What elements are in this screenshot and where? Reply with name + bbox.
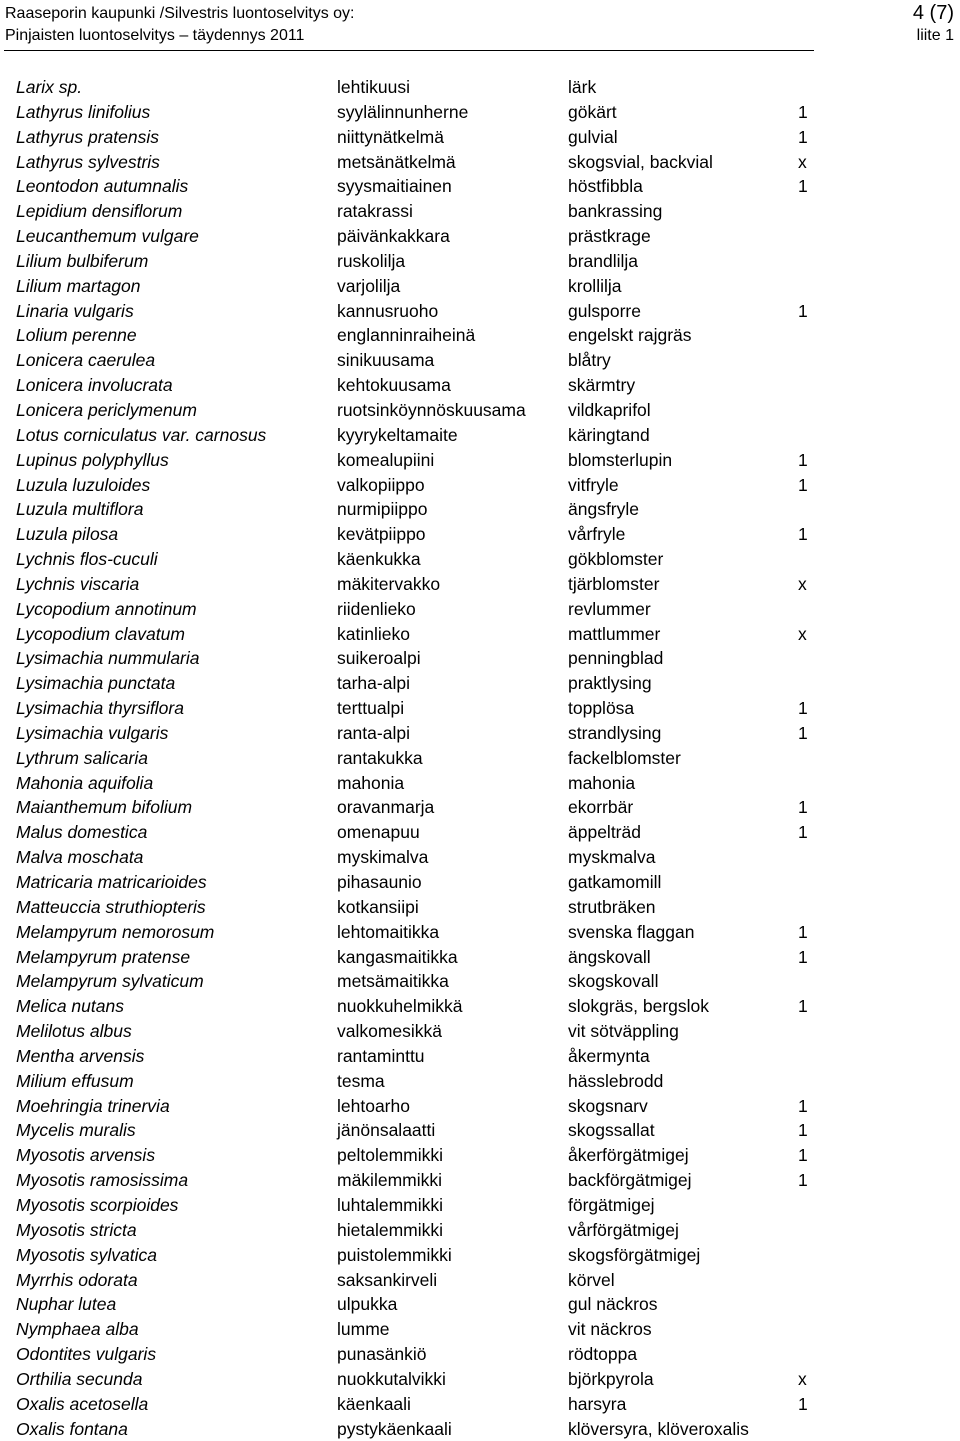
- latin-name-cell: Lysimachia vulgaris: [16, 722, 169, 743]
- finnish-name-cell: nurmipiippo: [337, 499, 428, 520]
- latin-name-cell: Oxalis fontana: [16, 1418, 128, 1439]
- latin-name-cell: Melica nutans: [16, 996, 124, 1017]
- occurrence-mark-cell: 1: [798, 698, 808, 719]
- finnish-name-cell: kevätpiippo: [337, 524, 426, 545]
- latin-name-cell: Myosotis scorpioides: [16, 1194, 179, 1215]
- finnish-name-cell: ratakrassi: [337, 201, 413, 222]
- finnish-name-cell: sinikuusama: [337, 350, 435, 371]
- swedish-name-cell: vitfryle: [568, 474, 619, 495]
- latin-name-cell: Lysimachia punctata: [16, 673, 176, 694]
- swedish-name-cell: klöversyra, klöveroxalis: [568, 1418, 749, 1439]
- finnish-name-cell: syylälinnunherne: [337, 101, 469, 122]
- latin-name-cell: Lathyrus pratensis: [16, 126, 159, 147]
- table-row: [14, 448, 814, 473]
- finnish-name-cell: rantaminttu: [337, 1045, 425, 1066]
- table-row: [14, 1292, 814, 1317]
- occurrence-mark-cell: x: [798, 1368, 807, 1389]
- latin-name-cell: Oxalis acetosella: [16, 1393, 149, 1414]
- table-row: [14, 845, 814, 870]
- finnish-name-cell: mahonia: [337, 772, 405, 793]
- latin-name-cell: Myrrhis odorata: [16, 1269, 138, 1290]
- occurrence-mark-cell: 1: [798, 722, 808, 743]
- latin-name-cell: Lilium bulbiferum: [16, 250, 149, 271]
- table-row: [14, 969, 814, 994]
- latin-name-cell: Mycelis muralis: [16, 1120, 136, 1141]
- swedish-name-cell: skogskovall: [568, 971, 659, 992]
- finnish-name-cell: valkomesikkä: [337, 1021, 443, 1042]
- swedish-name-cell: slokgräs, bergslok: [568, 996, 710, 1017]
- latin-name-cell: Lonicera involucrata: [16, 375, 173, 396]
- finnish-name-cell: ruotsinköynnöskuusama: [337, 399, 526, 420]
- swedish-name-cell: vildkaprifol: [568, 399, 651, 420]
- latin-name-cell: Orthilia secunda: [16, 1368, 143, 1389]
- finnish-name-cell: kyyrykeltamaite: [337, 424, 458, 445]
- swedish-name-cell: gatkamomill: [568, 872, 662, 892]
- finnish-name-cell: mäkitervakko: [337, 573, 441, 594]
- swedish-name-cell: körvel: [568, 1269, 615, 1290]
- swedish-name-cell: svenska flaggan: [568, 921, 695, 942]
- table-row: [14, 721, 814, 746]
- table-row: [14, 671, 814, 696]
- occurrence-mark-cell: 1: [798, 126, 808, 147]
- swedish-name-cell: vit näckros: [568, 1319, 652, 1340]
- table-row: [14, 895, 814, 920]
- finnish-name-cell: kangasmaitikka: [337, 946, 458, 967]
- appendix-label: liite 1: [916, 27, 954, 44]
- swedish-name-cell: bankrassing: [568, 201, 663, 222]
- table-row: [14, 1143, 814, 1168]
- finnish-name-cell: käenkaali: [337, 1393, 411, 1414]
- swedish-name-cell: vårfryle: [568, 524, 626, 545]
- latin-name-cell: Luzula multiflora: [16, 499, 144, 520]
- table-row: [14, 373, 814, 398]
- latin-name-cell: Melampyrum sylvaticum: [16, 971, 204, 992]
- finnish-name-cell: mäkilemmikki: [337, 1170, 442, 1191]
- latin-name-cell: Melampyrum nemorosum: [16, 921, 215, 942]
- table-row: [14, 473, 814, 498]
- table-row: [14, 75, 814, 100]
- table-row: [14, 1168, 814, 1193]
- swedish-name-cell: engelskt rajgräs: [568, 325, 692, 346]
- finnish-name-cell: suikeroalpi: [337, 648, 421, 669]
- occurrence-mark-cell: 1: [798, 300, 808, 321]
- table-row: [14, 572, 814, 597]
- occurrence-mark-cell: 1: [798, 1393, 808, 1414]
- table-row: [14, 1019, 814, 1044]
- latin-name-cell: Lonicera caerulea: [16, 350, 156, 371]
- occurrence-mark-cell: 1: [798, 1095, 808, 1116]
- latin-name-cell: Lysimachia nummularia: [16, 648, 200, 669]
- occurrence-mark-cell: 1: [798, 101, 808, 122]
- swedish-name-cell: myskmalva: [568, 847, 656, 868]
- swedish-name-cell: fackelblomster: [568, 747, 681, 768]
- finnish-name-cell: terttualpi: [337, 698, 405, 719]
- occurrence-mark-cell: 1: [798, 822, 808, 843]
- swedish-name-cell: gulvial: [568, 126, 618, 147]
- finnish-name-cell: pystykäenkaali: [337, 1418, 452, 1439]
- table-row: [14, 249, 814, 274]
- finnish-name-cell: lehtikuusi: [337, 77, 410, 97]
- table-row: [14, 125, 814, 150]
- swedish-name-cell: strandlysing: [568, 722, 662, 743]
- table-row: [14, 1193, 814, 1218]
- latin-name-cell: Lathyrus linifolius: [16, 101, 151, 122]
- swedish-name-cell: lärk: [568, 77, 597, 97]
- finnish-name-cell: valkopiippo: [337, 474, 425, 495]
- finnish-name-cell: kotkansiipi: [337, 896, 419, 917]
- latin-name-cell: Melampyrum pratense: [16, 946, 191, 967]
- finnish-name-cell: ruskolilja: [337, 250, 406, 271]
- species-table: [14, 75, 814, 1441]
- occurrence-mark-cell: 1: [798, 474, 808, 495]
- latin-name-cell: Leucanthemum vulgare: [16, 226, 199, 247]
- table-row: [14, 323, 814, 348]
- finnish-name-cell: päivänkakkara: [337, 226, 450, 247]
- finnish-name-cell: hietalemmikki: [337, 1219, 443, 1240]
- finnish-name-cell: luhtalemmikki: [337, 1194, 443, 1215]
- table-row: [14, 1044, 814, 1069]
- latin-name-cell: Myosotis ramosissima: [16, 1170, 189, 1191]
- swedish-name-cell: åkermynta: [568, 1045, 650, 1066]
- table-row: [14, 348, 814, 373]
- swedish-name-cell: mattlummer: [568, 623, 661, 644]
- table-row: [14, 994, 814, 1019]
- table-row: [14, 945, 814, 970]
- occurrence-mark-cell: 1: [798, 1120, 808, 1141]
- swedish-name-cell: blomsterlupin: [568, 449, 673, 470]
- swedish-name-cell: ekorrbär: [568, 797, 634, 818]
- occurrence-mark-cell: 1: [798, 797, 808, 818]
- swedish-name-cell: prästkrage: [568, 226, 651, 247]
- occurrence-mark-cell: x: [798, 623, 807, 644]
- occurrence-mark-cell: 1: [798, 996, 808, 1017]
- swedish-name-cell: gulsporre: [568, 300, 641, 321]
- swedish-name-cell: käringtand: [568, 424, 650, 445]
- latin-name-cell: Myosotis sylvatica: [16, 1244, 158, 1265]
- table-row: [14, 820, 814, 845]
- table-row: [14, 771, 814, 796]
- latin-name-cell: Luzula pilosa: [16, 524, 119, 545]
- table-row: [14, 1317, 814, 1342]
- swedish-name-cell: skogsförgätmigej: [568, 1244, 701, 1265]
- table-row: [14, 1218, 814, 1243]
- table-row: [14, 746, 814, 771]
- latin-name-cell: Matteuccia struthiopteris: [16, 896, 206, 917]
- finnish-name-cell: riidenlieko: [337, 598, 416, 619]
- swedish-name-cell: strutbräken: [568, 896, 656, 917]
- latin-name-cell: Matricaria matricarioides: [16, 872, 207, 892]
- finnish-name-cell: rantakukka: [337, 747, 423, 768]
- table-row: [14, 1417, 814, 1441]
- table-row: [14, 224, 814, 249]
- table-row: [14, 398, 814, 423]
- table-row: [14, 199, 814, 224]
- latin-name-cell: Lotus corniculatus var. carnosus: [16, 424, 267, 445]
- latin-name-cell: Odontites vulgaris: [16, 1344, 157, 1365]
- latin-name-cell: Lycopodium clavatum: [16, 623, 185, 644]
- table-row: [14, 100, 814, 125]
- table-row: [14, 920, 814, 945]
- finnish-name-cell: nuokkuhelmikkä: [337, 996, 463, 1017]
- header-report-title: Pinjaisten luontoselvitys – täydennys 2011: [5, 27, 305, 44]
- swedish-name-cell: praktlysing: [568, 673, 652, 694]
- swedish-name-cell: krollilja: [568, 275, 622, 296]
- swedish-name-cell: hässlebrodd: [568, 1070, 664, 1091]
- finnish-name-cell: peltolemmikki: [337, 1145, 443, 1166]
- finnish-name-cell: lumme: [337, 1319, 390, 1340]
- finnish-name-cell: oravanmarja: [337, 797, 435, 818]
- finnish-name-cell: niittynätkelmä: [337, 126, 444, 147]
- latin-name-cell: Malus domestica: [16, 822, 148, 843]
- finnish-name-cell: metsämaitikka: [337, 971, 449, 992]
- latin-name-cell: Lychnis viscaria: [16, 573, 140, 594]
- swedish-name-cell: mahonia: [568, 772, 636, 793]
- table-row: [14, 795, 814, 820]
- swedish-name-cell: höstfibbla: [568, 176, 643, 197]
- header-organization: Raaseporin kaupunki /Silvestris luontoselvitys oy:: [5, 5, 355, 22]
- finnish-name-cell: varjolilja: [337, 275, 401, 296]
- swedish-name-cell: gökblomster: [568, 549, 664, 570]
- table-row: [14, 522, 814, 547]
- swedish-name-cell: björkpyrola: [568, 1368, 654, 1389]
- table-row: [14, 174, 814, 199]
- occurrence-mark-cell: 1: [798, 1145, 808, 1166]
- finnish-name-cell: käenkukka: [337, 549, 421, 570]
- occurrence-mark-cell: x: [798, 151, 807, 172]
- swedish-name-cell: brandlilja: [568, 250, 639, 271]
- swedish-name-cell: vårförgätmigej: [568, 1219, 679, 1240]
- latin-name-cell: Lathyrus sylvestris: [16, 151, 160, 172]
- finnish-name-cell: nuokkutalvikki: [337, 1368, 446, 1389]
- finnish-name-cell: syysmaitiainen: [337, 176, 452, 197]
- finnish-name-cell: saksankirveli: [337, 1269, 438, 1290]
- table-row: [14, 1268, 814, 1293]
- swedish-name-cell: skärmtry: [568, 375, 636, 396]
- latin-name-cell: Mahonia aquifolia: [16, 772, 154, 793]
- latin-name-cell: Lepidium densiflorum: [16, 201, 183, 222]
- swedish-name-cell: ängskovall: [568, 946, 651, 967]
- swedish-name-cell: revlummer: [568, 598, 651, 619]
- table-row: [14, 646, 814, 671]
- latin-name-cell: Maianthemum bifolium: [16, 797, 193, 818]
- swedish-name-cell: skogssallat: [568, 1120, 655, 1141]
- header-divider: [4, 50, 814, 51]
- latin-name-cell: Milium effusum: [16, 1070, 134, 1091]
- table-row: [14, 597, 814, 622]
- table-row: [14, 622, 814, 647]
- latin-name-cell: Moehringia trinervia: [16, 1095, 170, 1116]
- latin-name-cell: Lychnis flos-cuculi: [16, 549, 158, 570]
- finnish-name-cell: kannusruoho: [337, 300, 439, 321]
- table-row: [14, 1367, 814, 1392]
- occurrence-mark-cell: 1: [798, 1170, 808, 1191]
- swedish-name-cell: penningblad: [568, 648, 664, 669]
- swedish-name-cell: skogsnarv: [568, 1095, 648, 1116]
- table-row: [14, 423, 814, 448]
- table-row: [14, 274, 814, 299]
- latin-name-cell: Larix sp.: [16, 77, 83, 97]
- swedish-name-cell: tjärblomster: [568, 573, 660, 594]
- finnish-name-cell: katinlieko: [337, 623, 410, 644]
- swedish-name-cell: förgätmigej: [568, 1194, 655, 1215]
- latin-name-cell: Leontodon autumnalis: [16, 176, 189, 197]
- finnish-name-cell: tarha-alpi: [337, 673, 410, 694]
- occurrence-mark-cell: 1: [798, 449, 808, 470]
- table-row: [14, 547, 814, 572]
- table-row: [14, 1118, 814, 1143]
- occurrence-mark-cell: 1: [798, 524, 808, 545]
- table-row: [14, 1392, 814, 1417]
- finnish-name-cell: punasänkiö: [337, 1344, 427, 1365]
- finnish-name-cell: ulpukka: [337, 1294, 398, 1315]
- table-row: [14, 870, 814, 895]
- latin-name-cell: Melilotus albus: [16, 1021, 132, 1042]
- swedish-name-cell: rödtoppa: [568, 1344, 638, 1365]
- table-row: [14, 1069, 814, 1094]
- swedish-name-cell: vit sötväppling: [568, 1021, 679, 1042]
- table-row: [14, 299, 814, 324]
- latin-name-cell: Myosotis stricta: [16, 1219, 137, 1240]
- page-header: [0, 0, 960, 52]
- latin-name-cell: Lupinus polyphyllus: [16, 449, 169, 470]
- finnish-name-cell: tesma: [337, 1070, 385, 1091]
- finnish-name-cell: ranta-alpi: [337, 722, 410, 743]
- latin-name-cell: Myosotis arvensis: [16, 1145, 156, 1166]
- occurrence-mark-cell: 1: [798, 176, 808, 197]
- table-row: [14, 1342, 814, 1367]
- swedish-name-cell: topplösa: [568, 698, 635, 719]
- latin-name-cell: Lythrum salicaria: [16, 747, 148, 768]
- table-row: [14, 696, 814, 721]
- latin-name-cell: Malva moschata: [16, 847, 144, 868]
- finnish-name-cell: lehtomaitikka: [337, 921, 440, 942]
- finnish-name-cell: pihasaunio: [337, 872, 422, 892]
- latin-name-cell: Lolium perenne: [16, 325, 137, 346]
- swedish-name-cell: backförgätmigej: [568, 1170, 692, 1191]
- swedish-name-cell: gul näckros: [568, 1294, 658, 1315]
- finnish-name-cell: lehtoarho: [337, 1095, 410, 1116]
- table-row: [14, 150, 814, 175]
- latin-name-cell: Lilium martagon: [16, 275, 141, 296]
- finnish-name-cell: myskimalva: [337, 847, 429, 868]
- finnish-name-cell: omenapuu: [337, 822, 420, 843]
- swedish-name-cell: harsyra: [568, 1393, 627, 1414]
- finnish-name-cell: komealupiini: [337, 449, 435, 470]
- swedish-name-cell: skogsvial, backvial: [568, 151, 713, 172]
- swedish-name-cell: blåtry: [568, 350, 611, 371]
- finnish-name-cell: puistolemmikki: [337, 1244, 452, 1265]
- latin-name-cell: Mentha arvensis: [16, 1045, 145, 1066]
- latin-name-cell: Lonicera periclymenum: [16, 399, 197, 420]
- finnish-name-cell: metsänätkelmä: [337, 151, 456, 172]
- table-row: [14, 1094, 814, 1119]
- page-number: 4 (7): [912, 2, 954, 24]
- finnish-name-cell: jänönsalaatti: [337, 1120, 436, 1141]
- latin-name-cell: Lycopodium annotinum: [16, 598, 197, 619]
- finnish-name-cell: kehtokuusama: [337, 375, 451, 396]
- occurrence-mark-cell: 1: [798, 921, 808, 942]
- swedish-name-cell: ängsfryle: [568, 499, 640, 520]
- swedish-name-cell: gökärt: [568, 101, 617, 122]
- table-row: [14, 1243, 814, 1268]
- latin-name-cell: Linaria vulgaris: [16, 300, 134, 321]
- swedish-name-cell: åkerförgätmigej: [568, 1145, 689, 1166]
- finnish-name-cell: englanninraiheinä: [337, 325, 476, 346]
- latin-name-cell: Lysimachia thyrsiflora: [16, 698, 184, 719]
- occurrence-mark-cell: 1: [798, 946, 808, 967]
- swedish-name-cell: äppelträd: [568, 822, 641, 843]
- latin-name-cell: Nuphar lutea: [16, 1294, 117, 1315]
- occurrence-mark-cell: x: [798, 573, 807, 594]
- table-row: [14, 497, 814, 522]
- latin-name-cell: Nymphaea alba: [16, 1319, 139, 1340]
- latin-name-cell: Luzula luzuloides: [16, 474, 151, 495]
